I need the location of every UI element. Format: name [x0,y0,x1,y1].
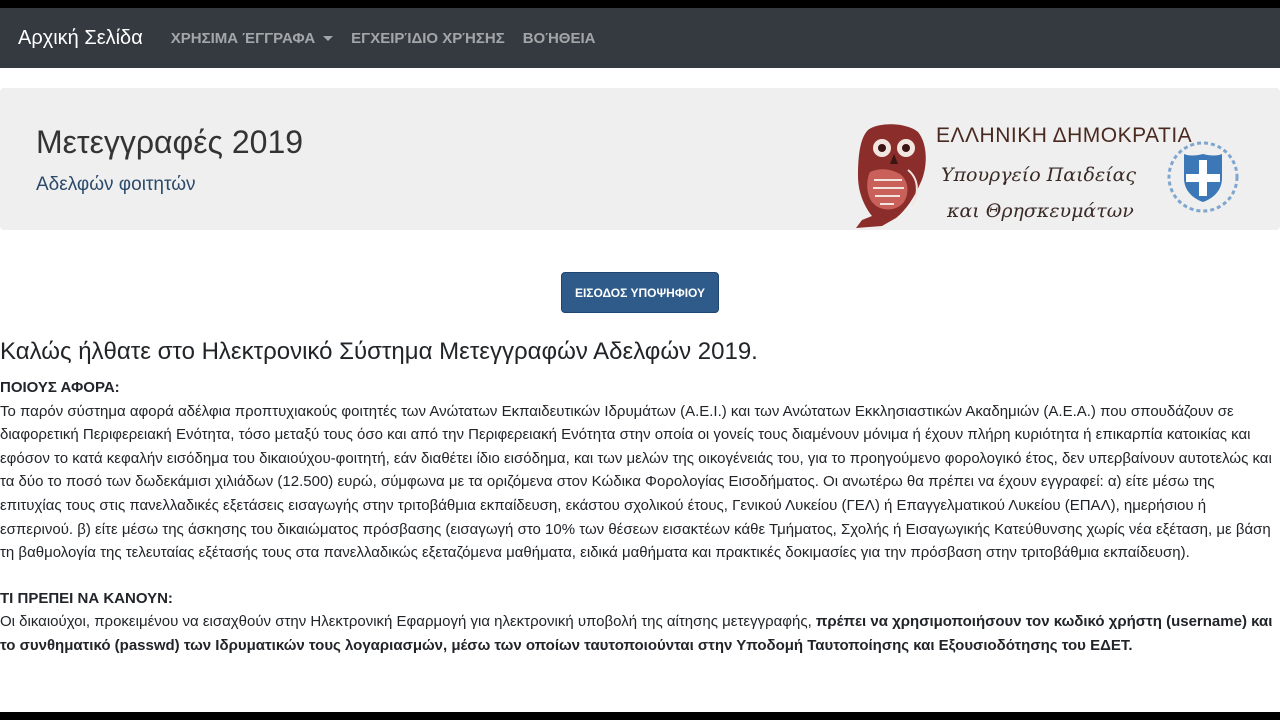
bottom-black-bar [0,712,1280,720]
logo-line-republic: ΕΛΛΗΝΙΚΗ ΔΗΜΟΚΡΑΤΙΑ [936,124,1193,147]
logo-line-ministry: Υπουργείο Παιδείας [941,164,1137,186]
page-subtitle: Αδελφών φοιτητών [36,174,196,195]
owl-icon [848,122,930,230]
section-what-text: Οι δικαιούχοι, προκειμένου να εισαχθούν στην Ηλεκτρονική Εφαρμογή για ηλεκτρονική υποβολή της αίτησης μετεγγραφής, [0,613,816,631]
top-black-bar [0,0,1280,8]
main-content [0,376,1278,658]
navbar [0,8,1280,68]
greek-emblem-icon [1166,140,1240,214]
section-what-bold-text: πρέπει να χρησιμοποιήσουν τον κωδικό χρήστη (username) και το συνθηματικό (passwd) των Ιδρυματικών τους λογαριασμών, μέσω των οποίων ταυτοποιούνται στην Υποδομή Ταυτοποίησης και Εξουσιοδότησης του ΕΔΕΤ. [0,613,1273,654]
section-who-text: Το παρόν σύστημα αφορά αδέλφια προπτυχιακούς φοιτητές των Ανώτατων Εκπαιδευτικών Ιδρυμάτων (Α.Ε.Ι.) και των Ανώτατων Εκκλησιαστικών Ακαδημιών (Α.Ε.Α.) που σπουδάζουν σε διαφορετική Περιφερειακή Ενότητα, τόσο μεταξύ τους όσο και από την Περιφερειακή Ενότητα στην οποία οι γονείς τους διαμένουν μόνιμα ή έχουν πλήρη κυριότητα ή επικαρπία κατοικίας και εφόσον το κατά κεφαλήν εισόδημα του δικαιούχου-φοιτητή, εάν διαθέτει ίδιο εισόδημα, και των μελών της οικογένειάς του, για το προηγούμενο φορολογικό έτος, δεν υπερβαίνουν αυτοτελώς και τα δύο το ποσό των δωδεκάμισι χιλιάδων (12.500) ευρώ, σύμφωνα με τα οριζόμενα στον Κώδικα Φορολογίας Εισοδήματος. Οι ανωτέρω θα πρέπει να έχουν εγγραφεί: α) είτε μέσω της επιτυχίας τους στις πανελλαδικές εξετάσεις εισαγωγής στην τριτοβάθμια εκπαίδευση, εκάστου σχολικού έτους, Γενικού Λυκείου (ΓΕΛ) ή Επαγγελματικού Λυκείου (ΕΠΑΛ), ημερήσιου ή εσπερινού. β) είτε μέσω της άσκησης του δικαιώματος πρόσβασης (εισαγωγή στο 10% των θέσεων εισακτέων κάθε Τμήματος, Σχολής ή Εισαγωγικής Κατεύθυνσης χωρίς νέα εξέταση, με βάση τη βαθμολογία της τελευταίας εξέτασής τους στα πανελλαδικώς εξεταζόμενα μαθήματα, ειδικά μαθήματα και πρακτικές δοκιμασίες για την πρόσβαση στην τριτοβάθμια εκπαίδευση). [0,402,1272,562]
section-what-paragraph [0,610,1278,657]
nav-useful-documents-dropdown[interactable] [171,30,333,47]
page-title: Μετεγγραφές 2019 [36,124,304,160]
logo-line-religion: και Θρησκευμάτων [947,200,1134,222]
nav-help[interactable]: ΒΟΉΘΕΙΑ [522,29,596,47]
nav-user-manual[interactable]: ΕΓΧΕΙΡΊΔΙΟ ΧΡΉΣΗΣ [351,29,505,47]
candidate-login-button[interactable]: ΕΙΣΟΔΟΣ ΥΠΟΨΗΦΙΟΥ [561,272,719,313]
nav-useful-documents-label: ΧΡΗΣΙΜΑ ΈΓΓΡΑΦΑ [170,29,316,47]
header-jumbotron [0,88,1280,230]
section-what-title: ΤΙ ΠΡΕΠΕΙ ΝΑ ΚΑΝΟΥΝ: [0,589,173,607]
home-link[interactable]: Αρχική Σελίδα [18,26,143,49]
chevron-down-icon [323,36,333,41]
welcome-heading: Καλώς ήλθατε στο Ηλεκτρονικό Σύστημα Μετεγγραφών Αδελφών 2019. [0,338,758,365]
section-who-title: ΠΟΙΟΥΣ ΑΦΟΡΑ: [0,379,120,396]
ministry-logo [848,122,1248,232]
